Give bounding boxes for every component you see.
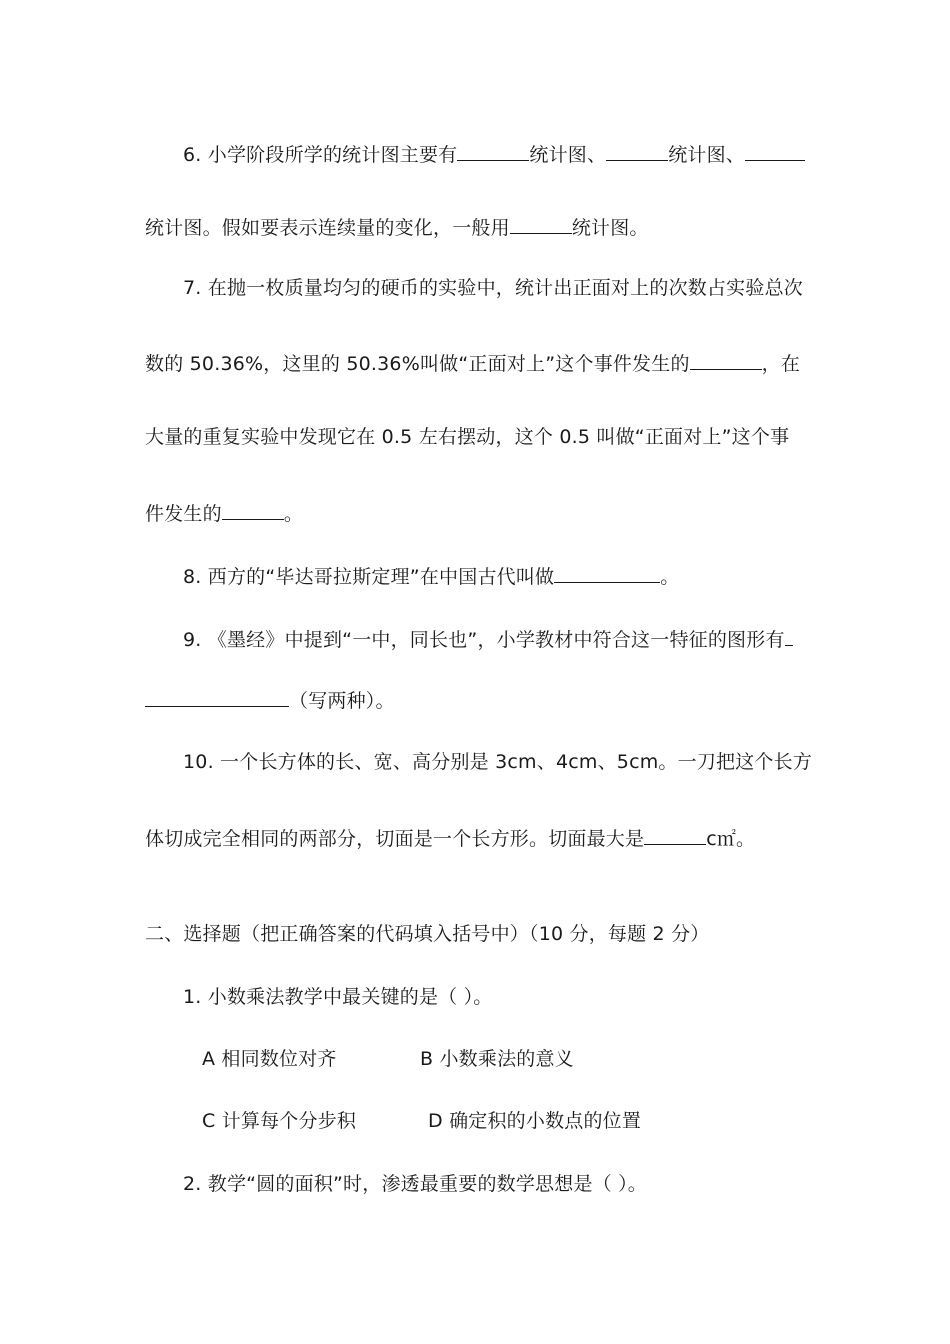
q6-text-4: 统计图。假如要表示连续量的变化，一般用 (145, 217, 510, 239)
q10-blank-1[interactable] (644, 824, 706, 845)
q8-line-1 (183, 562, 679, 590)
q6-blank-3[interactable] (745, 140, 805, 161)
q10-line-2 (145, 824, 755, 852)
q10-text-1: 10. 一个长方体的长、宽、高分别是 3cm、4cm、5cm。一刀把这个长方 (183, 751, 813, 773)
q6-text-5: 统计图。 (571, 217, 649, 239)
q7-text-6: 。 (283, 503, 304, 525)
q6-blank-1[interactable] (457, 140, 529, 161)
q9-line-2 (145, 686, 395, 714)
q8-text-2: 。 (660, 566, 680, 588)
q7-line-3 (145, 424, 789, 450)
q8-text-1: 8. 西方的“毕达哥拉斯定理”在中国古代叫做 (183, 566, 555, 588)
q9-blank-1b[interactable] (145, 686, 289, 707)
mc-q1-option-d[interactable] (428, 1108, 641, 1134)
q7-line-1 (183, 275, 803, 301)
mc-q1-option-d-text: D 确定积的小数点的位置 (428, 1110, 642, 1132)
mc-q1-option-c[interactable] (202, 1108, 356, 1134)
section2-heading-text: 二、选择题（把正确答案的代码填入括号中）（10 分，每题 2 分） (145, 923, 710, 945)
q7-text-4: 大量的重复实验中发现它在 0.5 左右摆动，这个 0.5 叫做“正面对上”这个事 (145, 426, 790, 448)
q7-blank-1[interactable] (690, 349, 762, 370)
q7-text-3: ，在 (761, 353, 801, 375)
q7-text-1: 7. 在抛一枚质量均匀的硬币的实验中，统计出正面对上的次数占实验总次 (183, 277, 803, 299)
q6-line-1 (183, 140, 805, 168)
q6-text-3: 统计图、 (668, 144, 745, 166)
q6-text-1: 6. 小学阶段所学的统计图主要有 (183, 144, 458, 166)
mc-q2-stem (183, 1171, 647, 1197)
q6-text-2: 统计图、 (529, 144, 607, 166)
q10-line-1 (183, 749, 812, 775)
q10-text-3: c㎡。 (706, 828, 756, 850)
q7-text-5: 件发生的 (145, 503, 222, 525)
q9-text-1: 9. 《墨经》中提到“一中，同长也”，小学教材中符合这一特征的图形有 (183, 629, 785, 651)
q7-line-2 (145, 349, 800, 377)
mc-q1-stem (183, 984, 493, 1010)
mc-q1-option-b[interactable] (420, 1046, 574, 1072)
mc-q1-option-b-text: B 小数乘法的意义 (420, 1048, 574, 1070)
q9-blank-1a[interactable] (785, 625, 793, 646)
q6-line-2 (145, 213, 649, 241)
q7-blank-2[interactable] (222, 499, 284, 520)
q7-text-2: 数的 50.36%，这里的 50.36%叫做“正面对上”这个事件发生的 (145, 353, 690, 375)
q9-line-1 (183, 625, 793, 653)
mc-q1-option-a[interactable] (202, 1046, 337, 1072)
mc-q1-stem-text: 1. 小数乘法教学中最关键的是（ ）。 (183, 986, 493, 1008)
q10-text-2: 体切成完全相同的两部分，切面是一个长方形。切面最大是 (145, 828, 645, 850)
q8-blank-1[interactable] (554, 562, 660, 583)
mc-q1-option-a-text: A 相同数位对齐 (202, 1048, 337, 1070)
q6-blank-2[interactable] (606, 140, 668, 161)
q6-blank-4[interactable] (510, 213, 572, 234)
mc-q1-option-c-text: C 计算每个分步积 (202, 1110, 357, 1132)
q9-text-2: （写两种）。 (289, 690, 395, 712)
section2-heading (145, 921, 710, 947)
q7-line-4 (145, 499, 303, 527)
mc-q2-stem-text: 2. 教学“圆的面积”时，渗透最重要的数学思想是（ ）。 (183, 1173, 647, 1195)
